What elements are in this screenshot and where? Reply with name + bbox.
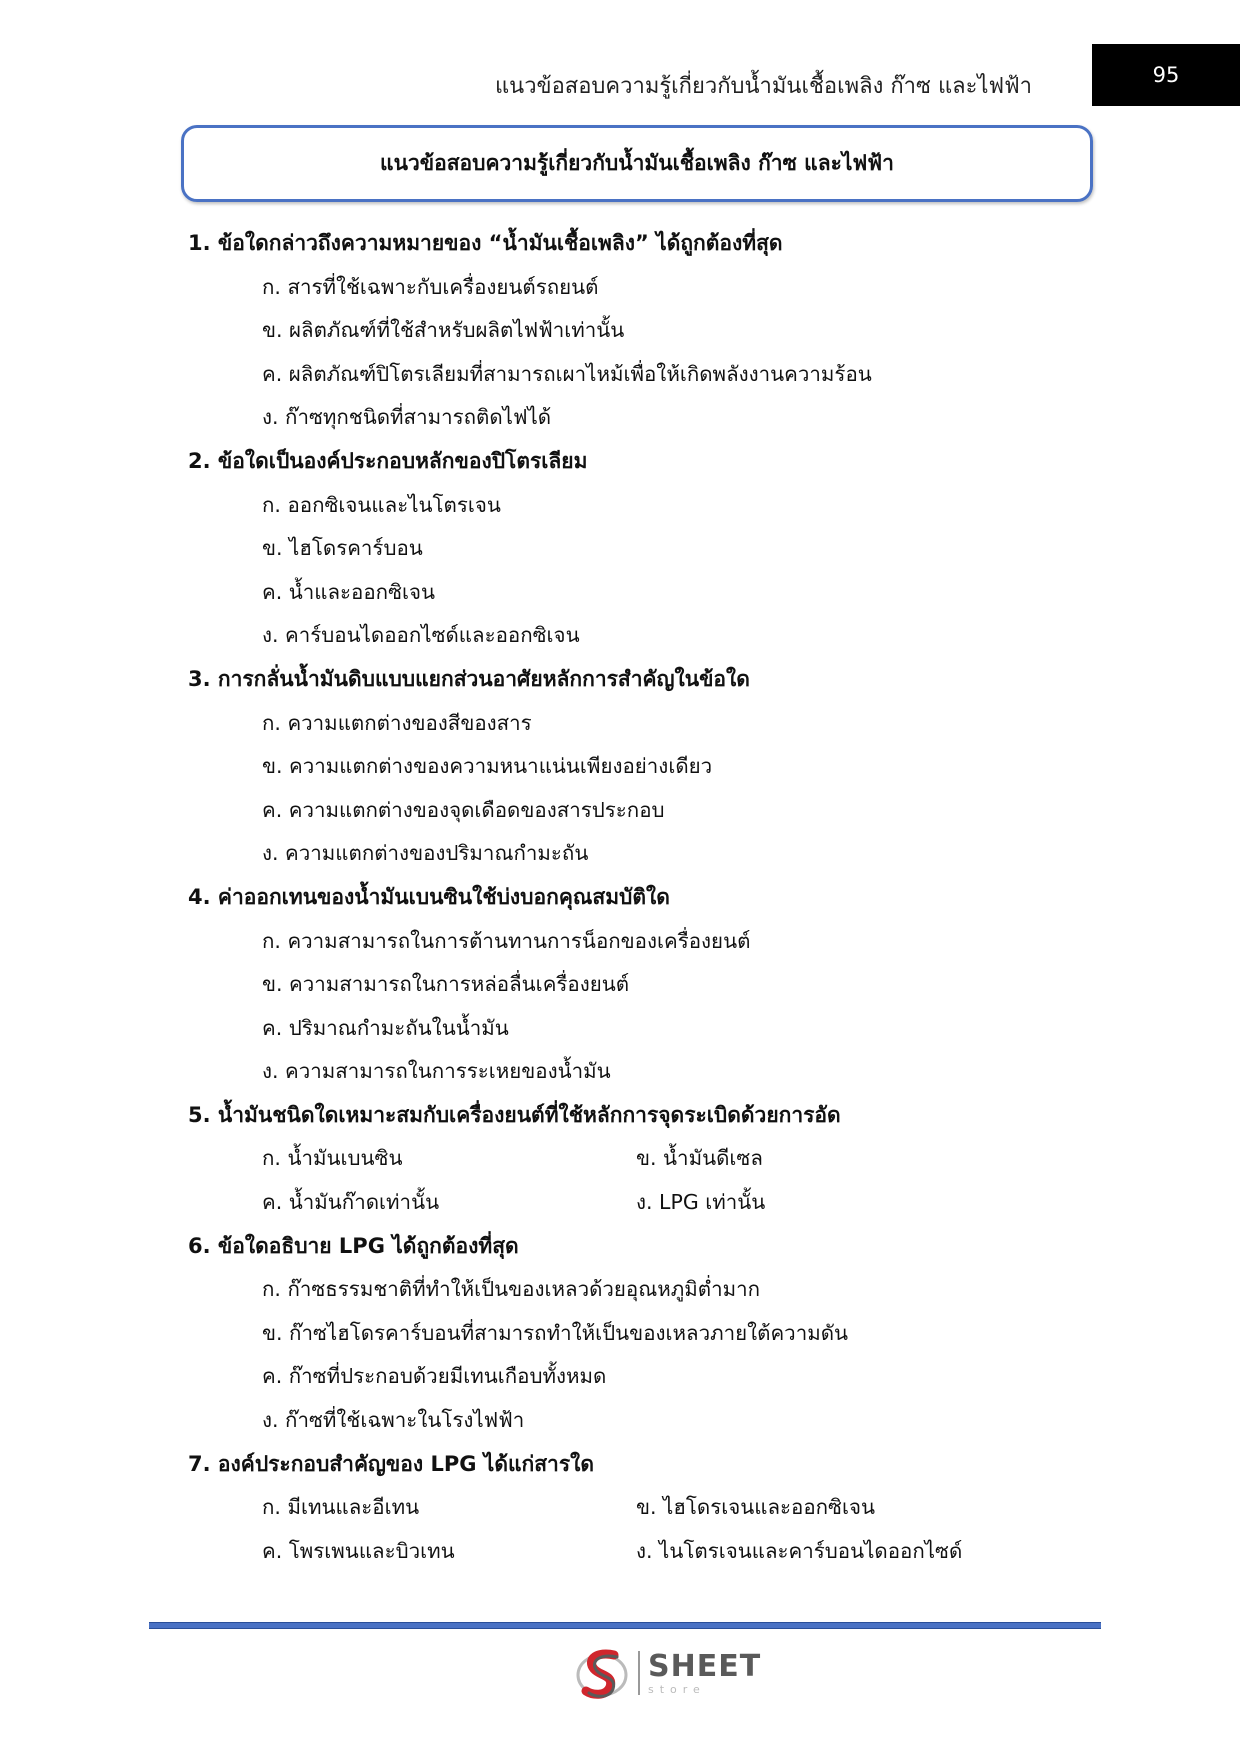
page-number: 95 <box>1092 44 1240 106</box>
option: ง. ก๊าซที่ใช้เฉพาะในโรงไฟฟ้า <box>262 1408 525 1433</box>
option: ก. มีเทนและอีเทน <box>262 1495 420 1520</box>
option: ข. ผลิตภัณฑ์ที่ใช้สำหรับผลิตไฟฟ้าเท่านั้น <box>262 318 625 343</box>
option: ง. ก๊าซทุกชนิดที่สามารถติดไฟได้ <box>262 405 552 430</box>
question-7: 7. องค์ประกอบสำคัญของ LPG ได้แก่สารใด <box>188 1451 594 1476</box>
option: ค. น้ำและออกซิเจน <box>262 579 436 604</box>
option: ข. ก๊าซไฮโดรคาร์บอนที่สามารถทำให้เป็นของเหลวภายใต้ความดัน <box>262 1320 849 1345</box>
question-2: 2. ข้อใดเป็นองค์ประกอบหลักของปิโตรเลียม <box>188 448 588 473</box>
question-6: 6. ข้อใดอธิบาย LPG ได้ถูกต้องที่สุด <box>188 1233 519 1258</box>
option: ค. โพรเพนและบิวเทน <box>262 1538 455 1563</box>
footer-rule <box>149 1622 1101 1629</box>
option: ง. LPG เท่านั้น <box>636 1190 766 1215</box>
option: ก. น้ำมันเบนซิน <box>262 1146 403 1171</box>
option: ข. น้ำมันดีเซล <box>636 1146 763 1171</box>
question-5: 5. น้ำมันชนิดใดเหมาะสมกับเครื่องยนต์ที่ใช้หลักการจุดระเบิดด้วยการอัด <box>188 1102 841 1127</box>
option: ค. ผลิตภัณฑ์ปิโตรเลียมที่สามารถเผาไหม้เพื่อให้เกิดพลังงานความร้อน <box>262 361 872 386</box>
option: ง. ไนโตรเจนและคาร์บอนไดออกไซด์ <box>636 1538 963 1563</box>
logo-separator <box>638 1651 640 1695</box>
sheet-logo-icon <box>574 1645 630 1701</box>
question-3: 3. การกลั่นน้ำมันดิบแบบแยกส่วนอาศัยหลักการสำคัญในข้อใด <box>188 666 750 691</box>
option: ก. ก๊าซธรรมชาติที่ทำให้เป็นของเหลวด้วยอุณหภูมิต่ำมาก <box>262 1277 761 1302</box>
logo-text <box>648 1648 762 1696</box>
running-header: แนวข้อสอบความรู้เกี่ยวกับน้ำมันเชื้อเพลิง ก๊าซ และไฟฟ้า <box>494 74 1032 99</box>
option: ง. ความแตกต่างของปริมาณกำมะถัน <box>262 841 589 866</box>
option: ค. ความแตกต่างของจุดเดือดของสารประกอบ <box>262 797 665 822</box>
question-list <box>188 222 1088 1573</box>
option: ค. น้ำมันก๊าดเท่านั้น <box>262 1190 440 1215</box>
option: ก. ออกซิเจนและไนโตรเจน <box>262 492 501 517</box>
sheet-store-logo <box>574 1645 761 1701</box>
option: ค. ปริมาณกำมะถันในน้ำมัน <box>262 1015 509 1040</box>
section-title-box <box>181 125 1093 202</box>
option-grid <box>188 1137 1088 1224</box>
option: ค. ก๊าซที่ประกอบด้วยมีเทนเกือบทั้งหมด <box>262 1364 607 1389</box>
option: ข. ความสามารถในการหล่อลื่นเครื่องยนต์ <box>262 972 630 997</box>
logo-sub: store <box>648 1682 706 1696</box>
option: ก. สารที่ใช้เฉพาะกับเครื่องยนต์รถยนต์ <box>262 274 599 299</box>
option: ง. ความสามารถในการระเหยของน้ำมัน <box>262 1059 611 1084</box>
option: ข. ไฮโดรเจนและออกซิเจน <box>636 1495 876 1520</box>
option: ง. คาร์บอนไดออกไซด์และออกซิเจน <box>262 623 580 648</box>
option: ก. ความแตกต่างของสีของสาร <box>262 710 532 735</box>
question-4: 4. ค่าออกเทนของน้ำมันเบนซินใช้บ่งบอกคุณสมบัติใด <box>188 884 670 909</box>
option-grid <box>188 1486 1088 1573</box>
option: ก. ความสามารถในการต้านทานการน็อกของเครื่องยนต์ <box>262 928 751 953</box>
option: ข. ความแตกต่างของความหนาแน่นเพียงอย่างเดียว <box>262 754 713 779</box>
section-title: แนวข้อสอบความรู้เกี่ยวกับน้ำมันเชื้อเพลิง ก๊าซ และไฟฟ้า <box>380 151 894 175</box>
logo-word: SHEET <box>648 1648 762 1684</box>
question-1: 1. ข้อใดกล่าวถึงความหมายของ “น้ำมันเชื้อเพลิง” ได้ถูกต้องที่สุด <box>188 231 783 255</box>
option: ข. ไฮโดรคาร์บอน <box>262 536 423 561</box>
